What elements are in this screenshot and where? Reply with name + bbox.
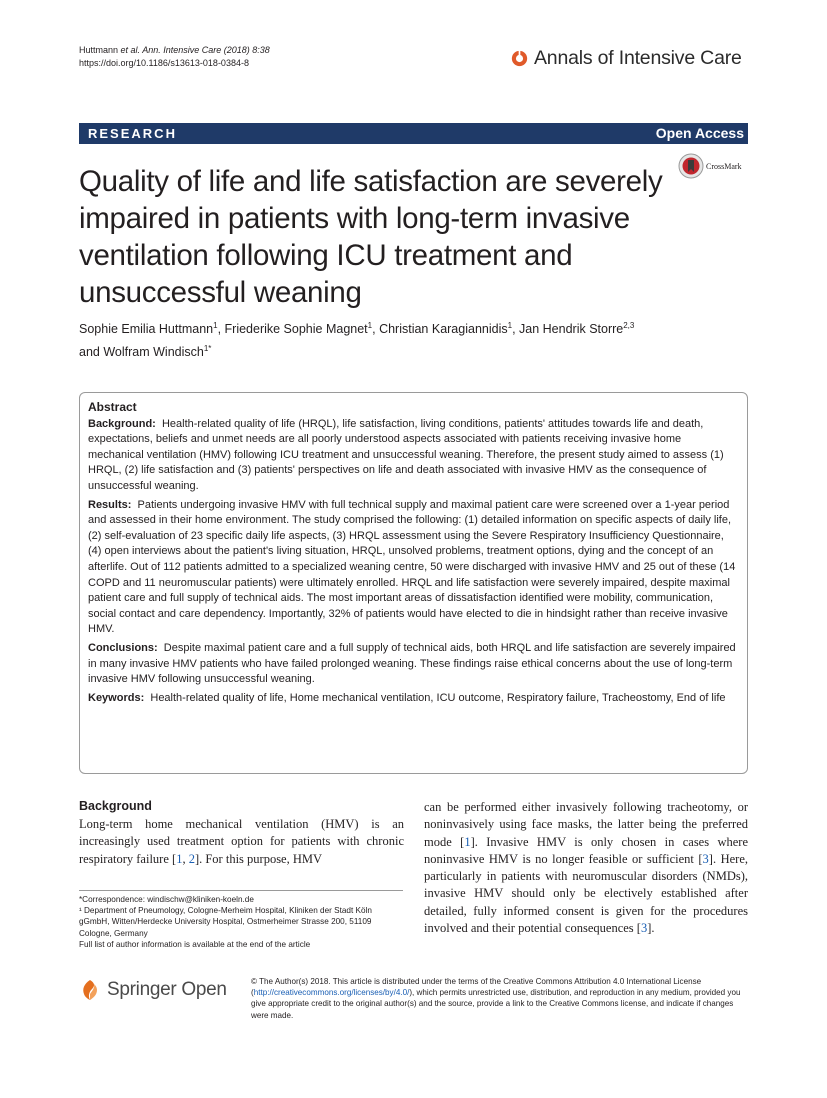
correspondence-note[interactable]: *Correspondence: windischw@kliniken-koeln.de <box>79 895 254 904</box>
abstract-results-text: Patients undergoing invasive HMV with full technical supply and maximal patient care were screened over a 1-year period and assessed in their home environment. The study comprised the following: (1) detailed information on specific aspects of daily life, (2) self-evaluation of 23 specific daily life aspects, (3) HRQL assessment using the Severe Respiratory Insufficiency Questionnaire, (4) open interviews about the patient's living situation, HRQL, unsolved problems, treatment options, dying and the concept of an afterlife. Out of 112 patients admitted to a specialized weaning centre, 50 were discharged with invasive HMV and 25 out of these (14 COPD and 11 neuromuscular patients) were ultimately enrolled. HRQL and life satisfaction were severely impaired, despite maximal patient care and full supply of technical aids. The most important areas of dissatisfaction identified were mobility, communication, social contact and care dependency. Importantly, 32% of patients would have elected to die in hindsight rather than receive invasive HMV. <box>88 498 736 636</box>
author-affiliation: 1* <box>203 344 212 354</box>
author-info-note: Full list of author information is available at the end of the article <box>79 939 311 949</box>
abstract-results-label: Results: <box>88 498 132 511</box>
body-text: can be performed either invasively following tracheotomy, or noninvasively using face masks, the latter being the preferred mode [ <box>424 800 748 849</box>
author-name[interactable]: Wolfram Windisch <box>103 345 204 360</box>
abstract-conclusions <box>88 641 738 688</box>
abstract-keywords-text: Health-related quality of life, Home mechanical ventilation, ICU outcome, Respiratory failure, Tracheostomy, End of life <box>150 691 726 704</box>
author-list: Sophie Emilia Huttmann$^1$, Friederike Sophie Magnet$^1$, Christian Karagiannidis$^1$, Jan Hendrik Storre$^{2,3}$ and Wolfram Windisch$^{1*}$ <box>79 321 635 360</box>
body-text: Long-term home mechanical ventilation (HMV) is an increasingly used treatment option for patients with chronic respiratory failure [ <box>79 817 404 866</box>
abstract-background <box>88 417 738 495</box>
citation-link[interactable]: 1 <box>464 834 471 849</box>
footnotes <box>79 894 404 950</box>
springer-logo-icon <box>79 978 101 1002</box>
author-name[interactable]: Sophie Emilia Huttmann <box>79 322 214 337</box>
abstract-background-label: Background: <box>88 417 156 430</box>
article-type-label: RESEARCH <box>88 126 177 141</box>
author-affiliation: 1 <box>367 321 373 330</box>
abstract-heading: Abstract <box>88 400 137 414</box>
body-text: ]. <box>647 921 655 936</box>
abstract-background-text: Health-related quality of life (HRQL), life satisfaction, living conditions, patients' attitudes towards life and death, expectations, beliefs and unmet needs are all poorly understood aspects associated with patients receiving invasive home mechanical ventilation (HMV) following ICU treatment and unsuccessful weaning. Therefore, the present study aimed to assess (1) HRQL, (2) life satisfaction and (3) patients' perspectives on life and death associated with invasive HMV as the consequence of unsuccessful weaning. <box>88 417 724 492</box>
citation-author: Huttmann <box>79 45 119 55</box>
abstract-conclusions-label: Conclusions: <box>88 641 158 654</box>
citation-link[interactable]: 1 <box>176 851 183 866</box>
journal-name: Annals of Intensive Care <box>534 46 742 69</box>
abstract-keywords <box>88 691 738 707</box>
article-title: Quality of life and life satisfaction are severely impaired in patients with long-term invasive ventilation following ICU treatment and unsuccessful weaning <box>79 165 663 309</box>
body-column-left <box>79 816 404 868</box>
body-text: ]. Invasive HMV is only chosen in cases where noninvasive HMV is no longer feasible or sufficient [ <box>424 834 749 866</box>
abstract-results <box>88 498 738 638</box>
open-access-label[interactable]: Open Access <box>655 125 744 141</box>
body-text: , <box>182 851 189 866</box>
author-name[interactable]: Friederike Sophie Magnet <box>224 322 368 337</box>
body-text: ]. For this purpose, HMV <box>194 851 323 866</box>
abstract-conclusions-text: Despite maximal patient care and a full supply of technical aids, both HRQL and life satisfaction are severely impaired in many invasive HMV patients who have failed prolonged weaning. These findings raise ethical concerns about the use of long-term invasive HMV following unsuccessful weaning. <box>88 641 736 686</box>
body-column-right <box>424 799 748 937</box>
springer-open-logo[interactable] <box>79 978 227 1002</box>
citation-journal: et al. Ann. Intensive Care (2018) 8:38 <box>118 45 270 55</box>
license-text: © The Author(s) 2018. This article is distributed under the terms of the Creative Commons Attribution 4.0 International License ( <box>251 977 702 998</box>
footnote-divider <box>79 890 403 891</box>
citation-link[interactable]: 3 <box>640 921 648 936</box>
crossmark-label: CrossMark <box>706 161 742 171</box>
license-statement <box>251 976 751 1021</box>
citation-link[interactable]: 2 <box>188 851 195 866</box>
doi-link[interactable]: https://doi.org/10.1186/s13613-018-0384-8 <box>79 58 249 68</box>
abstract <box>88 400 738 709</box>
author-affiliation: 1 <box>507 321 513 330</box>
author-affiliation: 2,3 <box>623 321 635 330</box>
springer-open-wordmark: Open <box>181 979 227 1000</box>
body-text: ]. Here, particularly in patients with neuromuscular disorders (NMDs), invasive HMV should only be electively established after detailed, fully informed consent is given for the procedures involved and their potential consequences [ <box>424 851 748 936</box>
journal-brand[interactable] <box>511 45 742 71</box>
author-name[interactable]: Jan Hendrik Storre <box>519 322 624 337</box>
citation-line <box>79 44 270 70</box>
author-affiliation: 1 <box>213 321 218 330</box>
author-name[interactable]: Christian Karagiannidis <box>379 322 508 337</box>
license-link[interactable]: http://creativecommons.org/licenses/by/4.0/ <box>253 988 410 998</box>
section-heading-background: Background <box>79 799 152 813</box>
abstract-keywords-label: Keywords: <box>88 691 145 704</box>
license-text: ), which permits unrestricted use, distribution, and reproduction in any medium, provided you give appropriate credit to the original author(s) and the source, provide a link to the Creative Commons license, and indicate if changes were made. <box>251 988 741 1020</box>
citation-link[interactable]: 3 <box>702 851 709 866</box>
springer-wordmark: Springer <box>107 979 177 1000</box>
affiliation-note: ¹ Department of Pneumology, Cologne-Merheim Hospital, Kliniken der Stadt Köln gGmbH, Witten/Herdecke University Hospital, Ostmerheimer Strasse 200, 51109 Cologne, Germany <box>79 906 372 938</box>
journal-logo-icon <box>511 50 528 67</box>
